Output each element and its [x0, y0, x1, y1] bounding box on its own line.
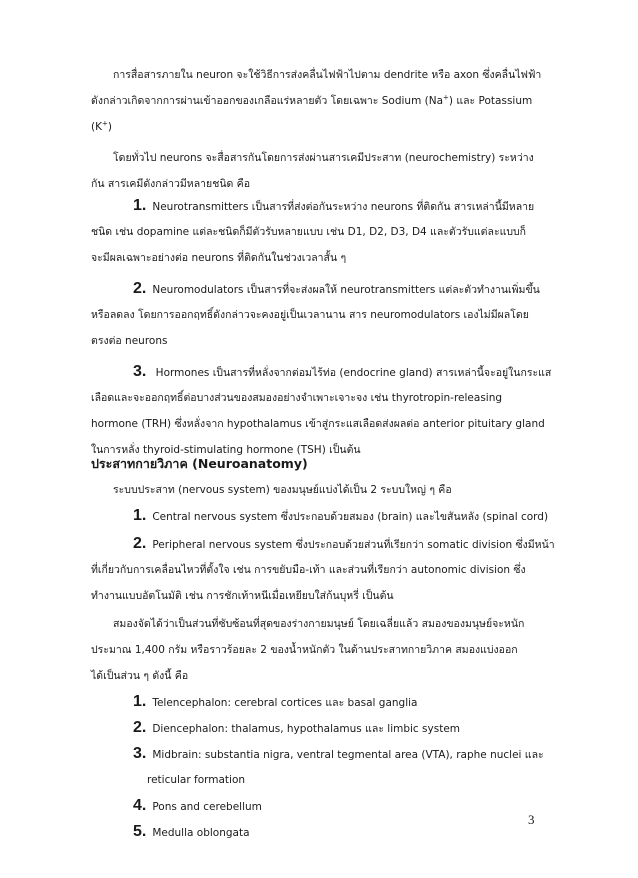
heading-line — [91, 451, 551, 477]
page-number: 3 — [528, 812, 535, 827]
text-span: Neuromodulators เป็นสารที่จะส่งผลให้ neurotransmitters แต่ละตัวทำงานเพิ่มขึ้น — [152, 284, 540, 296]
list-number: 1. — [133, 197, 147, 214]
list-item-first-line — [91, 741, 551, 767]
text-span: Peripheral nervous system ซึ่งประกอบด้วยส่วนที่เรียกว่า somatic division ซึ่งมีหน้า — [152, 539, 555, 551]
paragraph-neuron-communication — [91, 62, 551, 140]
text-span: Hormones เป็นสารที่หลั่งจากต่อมไร้ท่อ (endocrine gland) สารเหล่านี้จะอยู่ในกระแส — [152, 367, 552, 379]
text-line: ที่เกี่ยวกับการเคลื่อนไหวที่ตั้งใจ เช่น การขยับมือ-เท้า และส่วนที่เรียกว่า autonomic division ซึ่ง — [91, 564, 526, 576]
text-line: เลือดและจะออกฤทธิ์ต่อบางส่วนของสมองอย่างจำเพาะเจาะจง เช่น thyrotropin-releasing — [91, 392, 503, 404]
text-span: Neurotransmitters เป็นสารที่ส่งต่อกันระหว่าง neurons ที่ติดกัน สารเหล่านี้มีหลาย — [152, 201, 535, 213]
list-item-first-line — [91, 193, 551, 219]
text-line: ประมาณ 1,400 กรัม หรือราวร้อยละ 2 ของน้ำหนักตัว ในด้านประสาทกายวิภาค สมองแบ่งออก — [91, 644, 518, 656]
text-span: Central nervous system ซึ่งประกอบด้วยสมอง (brain) และไขสันหลัง (spinal cord) — [152, 511, 549, 523]
list-number: 5. — [133, 823, 147, 840]
list-item-first-line — [91, 503, 551, 529]
paragraph-neurochemistry — [91, 145, 551, 197]
text-line: ในการหลั่ง thyroid-stimulating hormone (TSH) เป็นต้น — [91, 444, 361, 456]
list-number: 3. — [133, 745, 147, 762]
text-line: reticular formation — [147, 774, 246, 786]
text-line: ชนิด เช่น dopamine แต่ละชนิดก็มีตัวรับหลายแบบ เช่น D1, D2, D3, D4 และตัวรับแต่ละแบบก็ — [91, 226, 527, 238]
text-span: ) และ Potassium — [448, 95, 533, 107]
text-line: โดยทั่วไป neurons จะสื่อสารกันโดยการส่งผ่านสารเคมีประสาท (neurochemistry) ระหว่าง — [113, 152, 534, 164]
text-line: กัน สารเคมีดังกล่าวมีหลายชนิด คือ — [91, 178, 250, 190]
text-line: การสื่อสารภายใน neuron จะใช้วิธีการส่งคลื่นไฟฟ้าไปตาม dendrite หรือ axon ซึ่งคลื่นไฟฟ้า — [113, 69, 542, 81]
heading-thai: ประสาทกายวิภาค — [91, 456, 193, 471]
list-item-first-line — [91, 819, 551, 845]
text-span: ดังกล่าวเกิดจากการผ่านเข้าออกของเกลือแร่หลายตัว โดยเฉพาะ Sodium (Na — [91, 95, 444, 107]
list-item-first-line — [91, 793, 551, 819]
superscript: + — [443, 93, 449, 102]
neurochemical-list — [91, 193, 551, 463]
list-item-first-line — [91, 689, 551, 715]
list-item-first-line — [91, 359, 551, 385]
heading-english: (Neuroanatomy) — [192, 456, 308, 471]
text-line: hormone (TRH) ซึ่งหลั่งจาก hypothalamus เข้าสู่กระแสเลือดส่งผลต่อ anterior pituitary gland — [91, 418, 545, 430]
text-line: สมองจัดได้ว่าเป็นส่วนที่ซับซ้อนที่สุดของร่างกายมนุษย์ โดยเฉลี่ยแล้ว สมองของมนุษย์จะหนัก — [113, 618, 525, 630]
text-span: Midbrain: substantia nigra, ventral tegmental area (VTA), raphe nuclei และ — [152, 749, 544, 761]
nervous-system-section — [91, 477, 555, 609]
list-item-first-line — [91, 715, 551, 741]
list-number: 4. — [133, 797, 147, 814]
text-line — [91, 114, 551, 140]
text-line: ระบบประสาท (nervous system) ของมนุษย์แบ่งได้เป็น 2 ระบบใหญ่ ๆ คือ — [113, 484, 452, 496]
list-number: 3. — [133, 363, 147, 380]
brain-parts-list — [91, 689, 551, 845]
text-span: Diencephalon: thalamus, hypothalamus และ limbic system — [152, 723, 461, 735]
text-line: ได้เป็นส่วน ๆ ดังนี้ คือ — [91, 670, 189, 682]
list-number: 2. — [133, 719, 147, 736]
list-item-first-line — [91, 276, 551, 302]
text-line: หรือลดลง โดยการออกฤทธิ์ดังกล่าวจะคงอยู่เป็นเวลานาน สาร neuromodulators เองไม่มีผลโดย — [91, 309, 529, 321]
list-number: 1. — [133, 507, 147, 524]
text-line: ทำงานแบบอัตโนมัติ เช่น การชักเท้าหนีเมื่อเหยียบใส่ก้นบุหรี่ เป็นต้น — [91, 590, 394, 602]
paragraph-brain — [91, 611, 551, 689]
text-span: Medulla oblongata — [152, 827, 250, 839]
list-number: 2. — [133, 280, 147, 297]
text-line: ตรงต่อ neurons — [91, 335, 168, 347]
list-number: 1. — [133, 693, 147, 710]
text-line — [91, 88, 551, 114]
text-span: ) — [107, 121, 112, 133]
text-span: (K — [91, 121, 102, 133]
text-line: จะมีผลเฉพาะอย่างต่อ neurons ที่ติดกันในช่วงเวลาสั้น ๆ — [91, 252, 347, 264]
list-item-first-line — [91, 531, 555, 557]
section-heading — [91, 451, 551, 477]
superscript: + — [101, 119, 108, 128]
text-span: Pons and cerebellum — [152, 801, 262, 813]
text-span: Telencephalon: cerebral cortices และ basal ganglia — [152, 697, 418, 709]
list-number: 2. — [133, 535, 147, 552]
